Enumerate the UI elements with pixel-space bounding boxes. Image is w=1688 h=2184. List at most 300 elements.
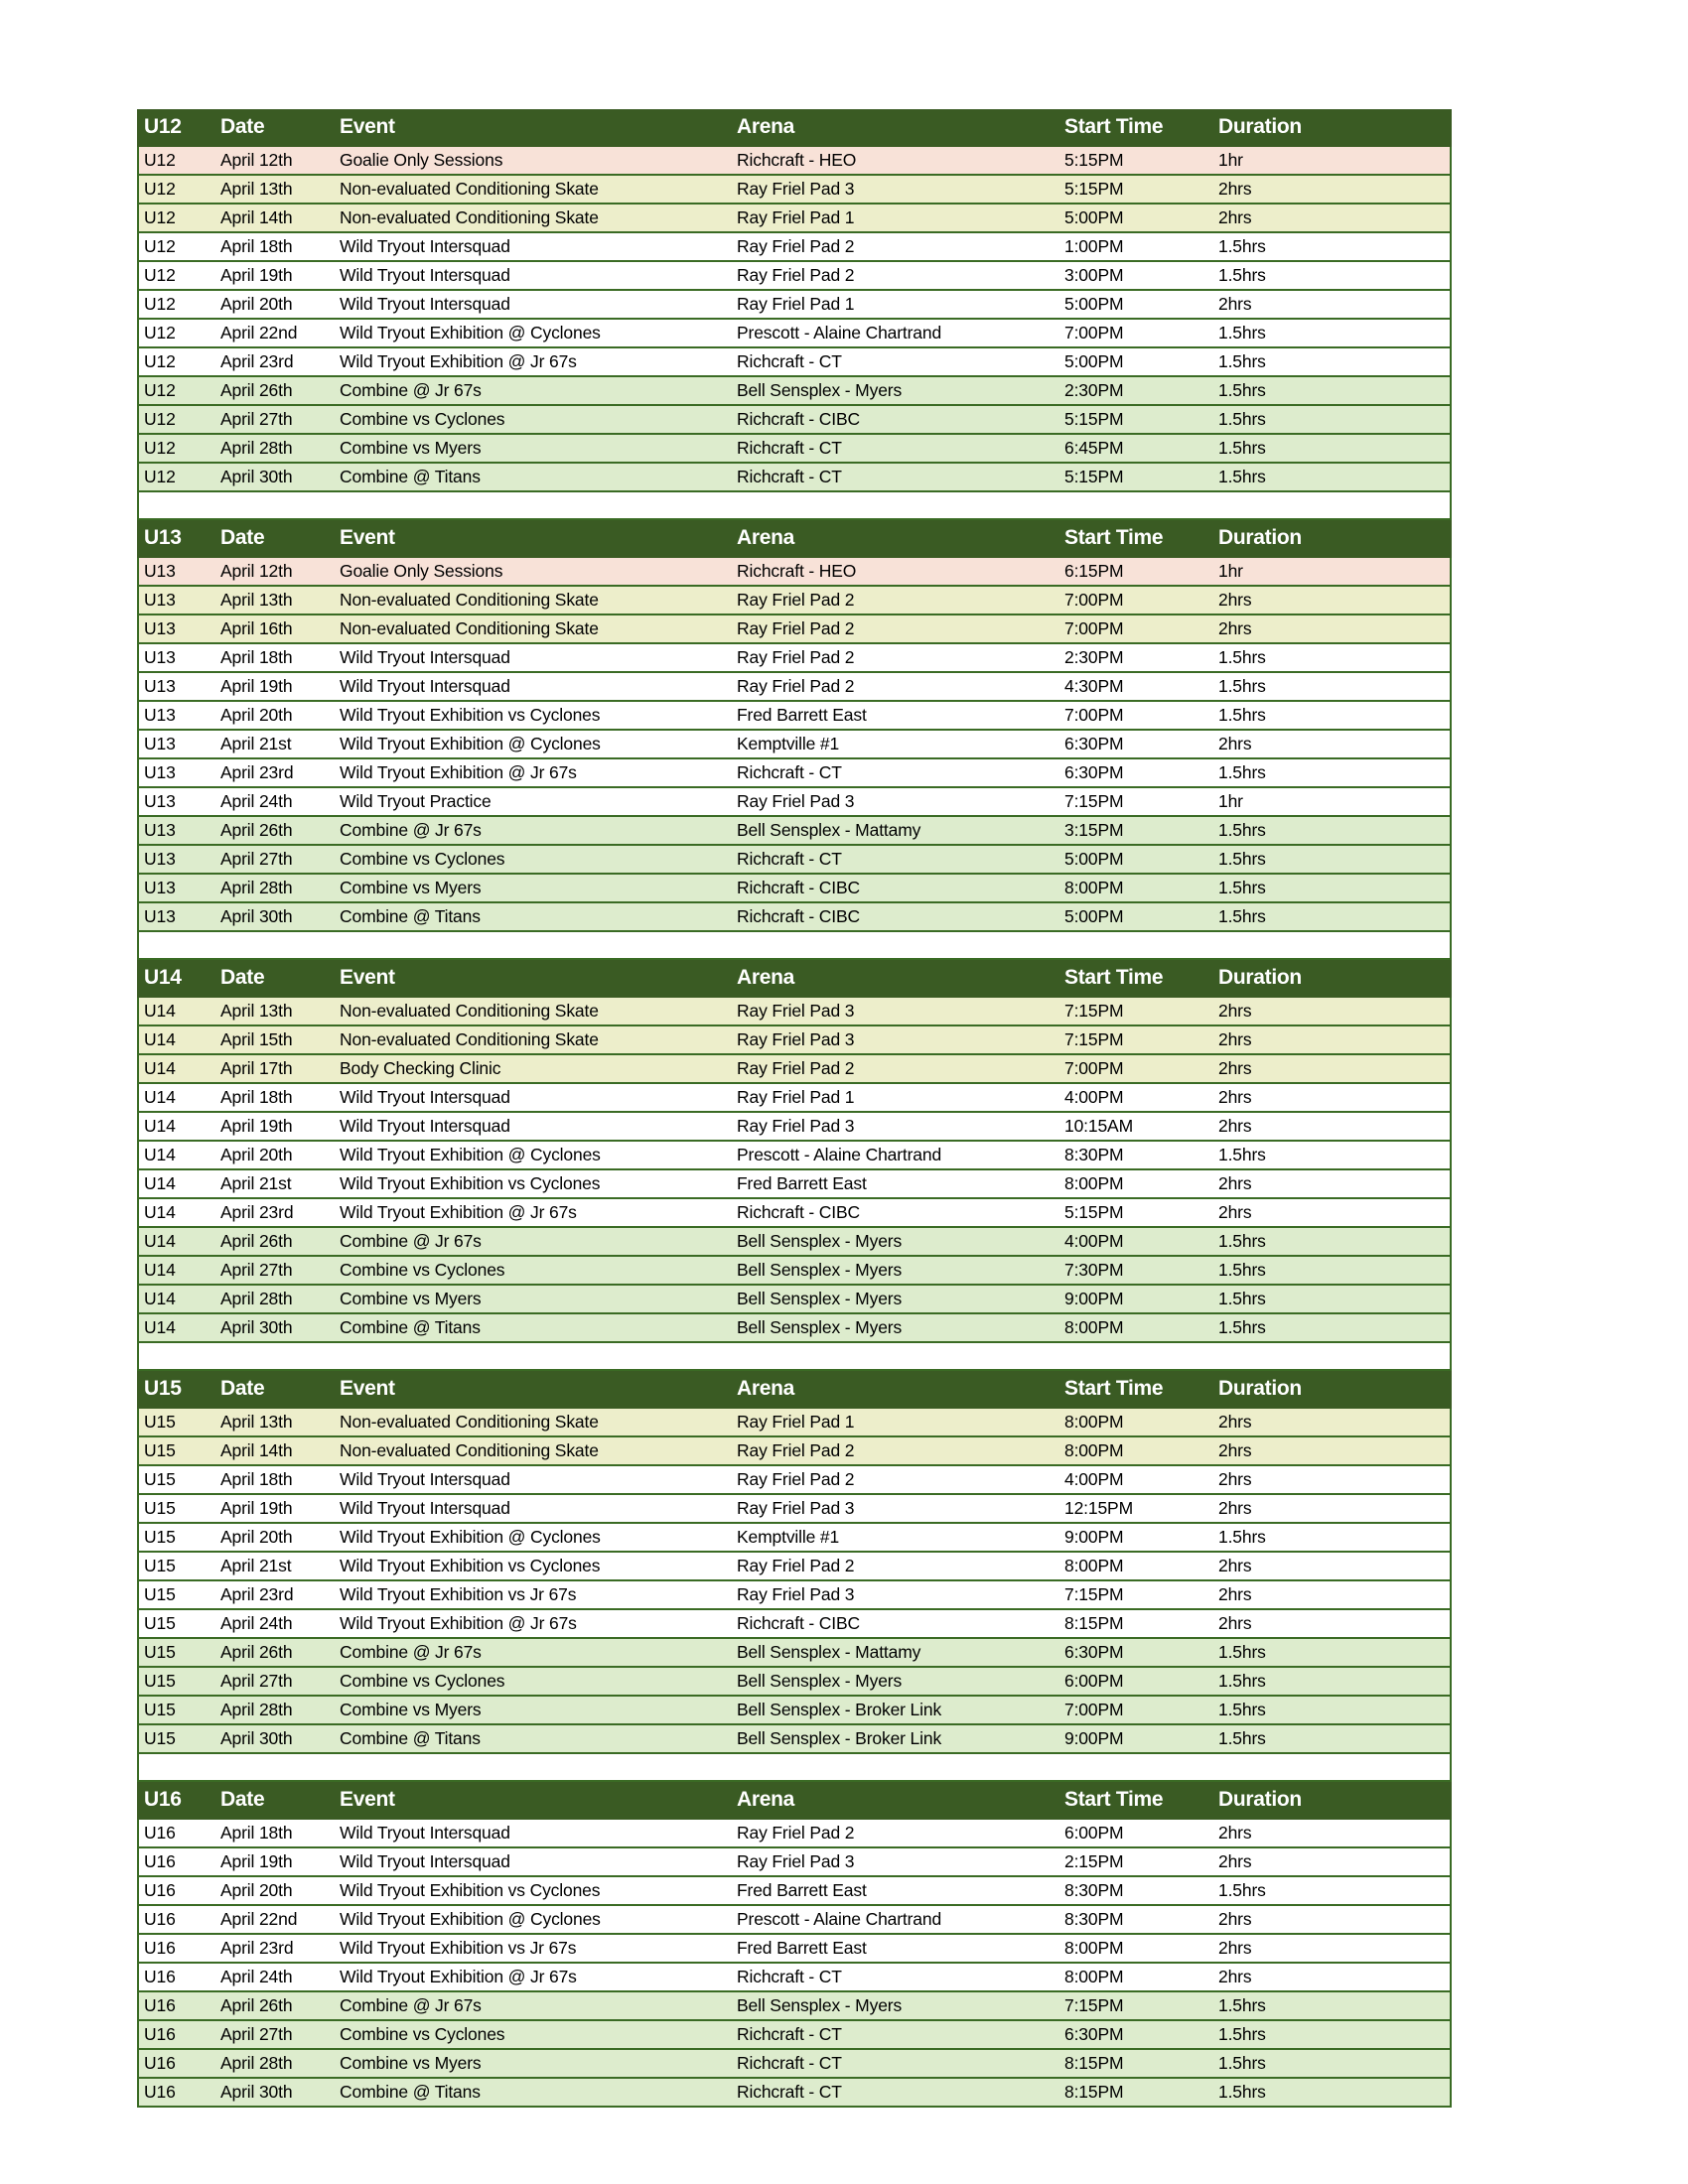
table-row	[138, 1285, 1451, 1313]
cell-date: April 18th	[215, 232, 335, 261]
column-header-date: Date	[215, 521, 335, 557]
cell-date: April 15th	[215, 1025, 335, 1054]
cell-age-group: U13	[138, 902, 215, 931]
cell-start-time: 7:15PM	[1059, 997, 1213, 1025]
section-spacer-row	[138, 931, 1451, 959]
cell-date: April 30th	[215, 1724, 335, 1753]
cell-duration: 1.5hrs	[1213, 376, 1451, 405]
cell-age-group: U14	[138, 1256, 215, 1285]
cell-event: Wild Tryout Exhibition vs Cyclones	[335, 1169, 732, 1198]
cell-age-group: U15	[138, 1552, 215, 1580]
cell-start-time: 6:00PM	[1059, 1819, 1213, 1847]
cell-age-group: U12	[138, 232, 215, 261]
cell-date: April 23rd	[215, 758, 335, 787]
table-row	[138, 643, 1451, 672]
cell-duration: 2hrs	[1213, 1580, 1451, 1609]
table-row	[138, 997, 1451, 1025]
cell-date: April 20th	[215, 1876, 335, 1905]
table-row	[138, 1054, 1451, 1083]
cell-event: Combine vs Myers	[335, 2049, 732, 2078]
cell-duration: 1.5hrs	[1213, 232, 1451, 261]
cell-date: April 20th	[215, 1141, 335, 1169]
cell-event: Non-evaluated Conditioning Skate	[335, 586, 732, 614]
column-header-event: Event	[335, 1783, 732, 1819]
cell-duration: 1.5hrs	[1213, 405, 1451, 434]
cell-age-group: U14	[138, 1227, 215, 1256]
cell-start-time: 5:15PM	[1059, 175, 1213, 204]
cell-date: April 30th	[215, 1313, 335, 1342]
cell-start-time: 6:30PM	[1059, 2020, 1213, 2049]
cell-start-time: 9:00PM	[1059, 1285, 1213, 1313]
cell-date: April 14th	[215, 204, 335, 232]
cell-date: April 22nd	[215, 1905, 335, 1934]
cell-start-time: 8:00PM	[1059, 1408, 1213, 1436]
cell-duration: 2hrs	[1213, 1169, 1451, 1198]
cell-duration: 1.5hrs	[1213, 347, 1451, 376]
cell-arena: Bell Sensplex - Mattamy	[732, 1638, 1059, 1667]
section-spacer-cell	[138, 931, 1451, 959]
cell-event: Wild Tryout Intersquad	[335, 1083, 732, 1112]
cell-age-group: U12	[138, 319, 215, 347]
table-row	[138, 1609, 1451, 1638]
table-row	[138, 2078, 1451, 2107]
cell-start-time: 5:15PM	[1059, 146, 1213, 175]
cell-age-group: U14	[138, 1169, 215, 1198]
cell-arena: Ray Friel Pad 2	[732, 614, 1059, 643]
cell-date: April 26th	[215, 1638, 335, 1667]
cell-duration: 1.5hrs	[1213, 1724, 1451, 1753]
cell-date: April 12th	[215, 557, 335, 586]
cell-start-time: 8:00PM	[1059, 874, 1213, 902]
cell-arena: Richcraft - CIBC	[732, 902, 1059, 931]
cell-date: April 28th	[215, 2049, 335, 2078]
cell-date: April 28th	[215, 874, 335, 902]
cell-start-time: 4:00PM	[1059, 1083, 1213, 1112]
cell-start-time: 6:45PM	[1059, 434, 1213, 463]
table-row	[138, 1227, 1451, 1256]
cell-date: April 30th	[215, 2078, 335, 2107]
schedule-table-u16	[137, 1782, 1452, 2108]
cell-age-group: U15	[138, 1465, 215, 1494]
cell-duration: 2hrs	[1213, 1198, 1451, 1227]
column-header-date: Date	[215, 1783, 335, 1819]
table-row	[138, 1819, 1451, 1847]
cell-arena: Richcraft - CT	[732, 347, 1059, 376]
cell-date: April 18th	[215, 1819, 335, 1847]
cell-arena: Prescott - Alaine Chartrand	[732, 1905, 1059, 1934]
table-row	[138, 1523, 1451, 1552]
table-row	[138, 1198, 1451, 1227]
cell-age-group: U14	[138, 1313, 215, 1342]
cell-start-time: 2:30PM	[1059, 376, 1213, 405]
cell-age-group: U13	[138, 672, 215, 701]
cell-age-group: U12	[138, 146, 215, 175]
cell-duration: 1.5hrs	[1213, 1256, 1451, 1285]
cell-start-time: 7:00PM	[1059, 1696, 1213, 1724]
cell-event: Non-evaluated Conditioning Skate	[335, 1436, 732, 1465]
cell-arena: Ray Friel Pad 3	[732, 175, 1059, 204]
table-row	[138, 463, 1451, 491]
table-row	[138, 319, 1451, 347]
cell-date: April 20th	[215, 290, 335, 319]
cell-start-time: 6:00PM	[1059, 1667, 1213, 1696]
cell-date: April 18th	[215, 1465, 335, 1494]
table-row	[138, 2020, 1451, 2049]
column-header-age-group: U14	[138, 961, 215, 997]
cell-arena: Bell Sensplex - Myers	[732, 1313, 1059, 1342]
column-header-age-group: U13	[138, 521, 215, 557]
cell-start-time: 5:15PM	[1059, 405, 1213, 434]
cell-event: Wild Tryout Exhibition @ Cyclones	[335, 319, 732, 347]
table-header-row	[138, 521, 1451, 557]
cell-duration: 1.5hrs	[1213, 1141, 1451, 1169]
table-row	[138, 787, 1451, 816]
cell-start-time: 7:30PM	[1059, 1256, 1213, 1285]
section-spacer-row	[138, 491, 1451, 519]
cell-age-group: U15	[138, 1436, 215, 1465]
cell-duration: 2hrs	[1213, 175, 1451, 204]
cell-age-group: U12	[138, 175, 215, 204]
cell-arena: Richcraft - CT	[732, 845, 1059, 874]
cell-start-time: 8:00PM	[1059, 1313, 1213, 1342]
cell-arena: Ray Friel Pad 3	[732, 1847, 1059, 1876]
column-header-age-group: U16	[138, 1783, 215, 1819]
cell-arena: Ray Friel Pad 3	[732, 997, 1059, 1025]
cell-date: April 23rd	[215, 1198, 335, 1227]
cell-age-group: U12	[138, 261, 215, 290]
cell-arena: Fred Barrett East	[732, 1876, 1059, 1905]
cell-age-group: U12	[138, 405, 215, 434]
cell-age-group: U16	[138, 1991, 215, 2020]
cell-duration: 1.5hrs	[1213, 1638, 1451, 1667]
column-header-duration: Duration	[1213, 1372, 1451, 1408]
cell-start-time: 3:00PM	[1059, 261, 1213, 290]
cell-age-group: U13	[138, 730, 215, 758]
section-spacer-cell	[138, 1753, 1451, 1781]
table-row	[138, 1696, 1451, 1724]
cell-event: Wild Tryout Exhibition @ Jr 67s	[335, 347, 732, 376]
cell-age-group: U16	[138, 2020, 215, 2049]
cell-age-group: U15	[138, 1580, 215, 1609]
cell-arena: Richcraft - CT	[732, 2078, 1059, 2107]
cell-event: Combine @ Titans	[335, 902, 732, 931]
cell-arena: Prescott - Alaine Chartrand	[732, 1141, 1059, 1169]
cell-duration: 1.5hrs	[1213, 1313, 1451, 1342]
cell-date: April 21st	[215, 1169, 335, 1198]
cell-event: Combine vs Myers	[335, 1696, 732, 1724]
cell-event: Wild Tryout Exhibition @ Jr 67s	[335, 1198, 732, 1227]
cell-age-group: U12	[138, 204, 215, 232]
cell-age-group: U12	[138, 347, 215, 376]
cell-start-time: 5:00PM	[1059, 204, 1213, 232]
cell-event: Wild Tryout Intersquad	[335, 643, 732, 672]
cell-date: April 13th	[215, 586, 335, 614]
cell-event: Combine @ Jr 67s	[335, 1227, 732, 1256]
cell-arena: Bell Sensplex - Myers	[732, 1227, 1059, 1256]
cell-age-group: U13	[138, 701, 215, 730]
column-header-start-time: Start Time	[1059, 521, 1213, 557]
table-row	[138, 1494, 1451, 1523]
table-row	[138, 146, 1451, 175]
cell-arena: Ray Friel Pad 2	[732, 643, 1059, 672]
cell-event: Wild Tryout Exhibition vs Jr 67s	[335, 1934, 732, 1963]
table-row	[138, 1025, 1451, 1054]
table-row	[138, 1963, 1451, 1991]
cell-start-time: 5:00PM	[1059, 845, 1213, 874]
cell-age-group: U15	[138, 1638, 215, 1667]
cell-event: Combine vs Cyclones	[335, 845, 732, 874]
cell-duration: 2hrs	[1213, 1609, 1451, 1638]
cell-date: April 24th	[215, 1609, 335, 1638]
cell-arena: Richcraft - CT	[732, 2049, 1059, 2078]
cell-duration: 2hrs	[1213, 1436, 1451, 1465]
cell-date: April 18th	[215, 643, 335, 672]
table-row	[138, 405, 1451, 434]
cell-age-group: U13	[138, 874, 215, 902]
cell-duration: 2hrs	[1213, 1819, 1451, 1847]
section-spacer-cell	[138, 491, 1451, 519]
table-header-row	[138, 961, 1451, 997]
cell-event: Wild Tryout Intersquad	[335, 232, 732, 261]
cell-date: April 27th	[215, 845, 335, 874]
cell-event: Goalie Only Sessions	[335, 146, 732, 175]
cell-event: Non-evaluated Conditioning Skate	[335, 1025, 732, 1054]
cell-start-time: 7:15PM	[1059, 1991, 1213, 2020]
cell-date: April 22nd	[215, 319, 335, 347]
table-row	[138, 758, 1451, 787]
cell-date: April 19th	[215, 1847, 335, 1876]
cell-date: April 26th	[215, 816, 335, 845]
cell-date: April 27th	[215, 1667, 335, 1696]
cell-date: April 24th	[215, 787, 335, 816]
cell-arena: Bell Sensplex - Myers	[732, 1667, 1059, 1696]
cell-age-group: U12	[138, 463, 215, 491]
cell-arena: Richcraft - CT	[732, 758, 1059, 787]
cell-arena: Ray Friel Pad 1	[732, 290, 1059, 319]
cell-start-time: 8:15PM	[1059, 2049, 1213, 2078]
cell-duration: 2hrs	[1213, 1934, 1451, 1963]
cell-duration: 2hrs	[1213, 1083, 1451, 1112]
cell-duration: 1.5hrs	[1213, 845, 1451, 874]
cell-arena: Ray Friel Pad 1	[732, 1408, 1059, 1436]
cell-arena: Bell Sensplex - Myers	[732, 1991, 1059, 2020]
cell-event: Wild Tryout Intersquad	[335, 261, 732, 290]
cell-event: Wild Tryout Exhibition @ Jr 67s	[335, 758, 732, 787]
cell-duration: 1.5hrs	[1213, 902, 1451, 931]
cell-duration: 2hrs	[1213, 1552, 1451, 1580]
table-row	[138, 1724, 1451, 1753]
cell-arena: Ray Friel Pad 2	[732, 1819, 1059, 1847]
cell-date: April 30th	[215, 463, 335, 491]
cell-start-time: 12:15PM	[1059, 1494, 1213, 1523]
cell-age-group: U16	[138, 1934, 215, 1963]
cell-duration: 2hrs	[1213, 290, 1451, 319]
cell-duration: 1.5hrs	[1213, 643, 1451, 672]
column-header-start-time: Start Time	[1059, 961, 1213, 997]
table-row	[138, 347, 1451, 376]
cell-start-time: 5:00PM	[1059, 347, 1213, 376]
cell-event: Combine @ Jr 67s	[335, 1991, 732, 2020]
table-row	[138, 175, 1451, 204]
cell-duration: 2hrs	[1213, 1494, 1451, 1523]
column-header-arena: Arena	[732, 961, 1059, 997]
cell-event: Wild Tryout Exhibition vs Cyclones	[335, 701, 732, 730]
cell-event: Combine @ Jr 67s	[335, 376, 732, 405]
cell-start-time: 8:30PM	[1059, 1905, 1213, 1934]
cell-age-group: U14	[138, 1141, 215, 1169]
cell-start-time: 7:00PM	[1059, 319, 1213, 347]
cell-arena: Richcraft - CIBC	[732, 874, 1059, 902]
table-row	[138, 902, 1451, 931]
table-row	[138, 1847, 1451, 1876]
cell-event: Combine @ Titans	[335, 2078, 732, 2107]
cell-start-time: 1:00PM	[1059, 232, 1213, 261]
cell-event: Combine vs Cyclones	[335, 1667, 732, 1696]
cell-event: Non-evaluated Conditioning Skate	[335, 997, 732, 1025]
cell-arena: Ray Friel Pad 2	[732, 1436, 1059, 1465]
cell-age-group: U16	[138, 2078, 215, 2107]
cell-date: April 19th	[215, 672, 335, 701]
cell-start-time: 6:30PM	[1059, 1638, 1213, 1667]
cell-duration: 1.5hrs	[1213, 463, 1451, 491]
table-row	[138, 434, 1451, 463]
cell-age-group: U14	[138, 1025, 215, 1054]
cell-duration: 2hrs	[1213, 1054, 1451, 1083]
column-header-event: Event	[335, 110, 732, 146]
schedule-page	[137, 109, 1450, 2108]
column-header-event: Event	[335, 961, 732, 997]
cell-age-group: U13	[138, 557, 215, 586]
cell-event: Combine @ Jr 67s	[335, 1638, 732, 1667]
cell-start-time: 8:00PM	[1059, 1552, 1213, 1580]
cell-event: Combine vs Myers	[335, 434, 732, 463]
cell-arena: Ray Friel Pad 3	[732, 1580, 1059, 1609]
cell-event: Wild Tryout Intersquad	[335, 1847, 732, 1876]
cell-event: Combine @ Titans	[335, 463, 732, 491]
cell-date: April 19th	[215, 1494, 335, 1523]
cell-age-group: U12	[138, 290, 215, 319]
cell-age-group: U12	[138, 376, 215, 405]
cell-start-time: 8:15PM	[1059, 2078, 1213, 2107]
cell-age-group: U13	[138, 758, 215, 787]
column-header-age-group: U12	[138, 110, 215, 146]
cell-arena: Ray Friel Pad 1	[732, 204, 1059, 232]
cell-age-group: U16	[138, 1819, 215, 1847]
cell-date: April 27th	[215, 2020, 335, 2049]
table-header-row	[138, 1372, 1451, 1408]
column-header-start-time: Start Time	[1059, 1372, 1213, 1408]
table-row	[138, 1141, 1451, 1169]
cell-duration: 1hr	[1213, 557, 1451, 586]
schedule-table-u15	[137, 1371, 1452, 1782]
section-spacer-row	[138, 1342, 1451, 1370]
cell-arena: Richcraft - CIBC	[732, 1609, 1059, 1638]
cell-age-group: U15	[138, 1523, 215, 1552]
cell-date: April 28th	[215, 1696, 335, 1724]
cell-arena: Richcraft - HEO	[732, 146, 1059, 175]
cell-age-group: U15	[138, 1494, 215, 1523]
table-row	[138, 1667, 1451, 1696]
cell-date: April 20th	[215, 1523, 335, 1552]
cell-event: Wild Tryout Exhibition vs Cyclones	[335, 1876, 732, 1905]
cell-arena: Ray Friel Pad 3	[732, 1494, 1059, 1523]
cell-duration: 1hr	[1213, 787, 1451, 816]
cell-date: April 26th	[215, 1227, 335, 1256]
cell-duration: 2hrs	[1213, 1025, 1451, 1054]
cell-duration: 1.5hrs	[1213, 1876, 1451, 1905]
column-header-duration: Duration	[1213, 961, 1451, 997]
table-row	[138, 1313, 1451, 1342]
cell-age-group: U13	[138, 586, 215, 614]
cell-event: Combine vs Myers	[335, 1285, 732, 1313]
cell-age-group: U15	[138, 1696, 215, 1724]
table-row	[138, 1408, 1451, 1436]
cell-duration: 1.5hrs	[1213, 2078, 1451, 2107]
table-row	[138, 874, 1451, 902]
cell-age-group: U14	[138, 1112, 215, 1141]
cell-duration: 1.5hrs	[1213, 672, 1451, 701]
column-header-event: Event	[335, 1372, 732, 1408]
table-row	[138, 845, 1451, 874]
column-header-date: Date	[215, 110, 335, 146]
cell-event: Combine @ Jr 67s	[335, 816, 732, 845]
cell-start-time: 7:15PM	[1059, 1580, 1213, 1609]
cell-duration: 1hr	[1213, 146, 1451, 175]
cell-start-time: 5:00PM	[1059, 290, 1213, 319]
cell-date: April 16th	[215, 614, 335, 643]
cell-date: April 12th	[215, 146, 335, 175]
cell-start-time: 9:00PM	[1059, 1523, 1213, 1552]
cell-arena: Bell Sensplex - Myers	[732, 1256, 1059, 1285]
cell-start-time: 5:00PM	[1059, 902, 1213, 931]
cell-age-group: U15	[138, 1609, 215, 1638]
section-spacer-cell	[138, 1342, 1451, 1370]
schedule-table-u14	[137, 960, 1452, 1371]
cell-age-group: U15	[138, 1724, 215, 1753]
cell-arena: Bell Sensplex - Broker Link	[732, 1724, 1059, 1753]
cell-age-group: U16	[138, 1905, 215, 1934]
table-row	[138, 1083, 1451, 1112]
cell-arena: Ray Friel Pad 2	[732, 232, 1059, 261]
cell-duration: 1.5hrs	[1213, 2049, 1451, 2078]
cell-arena: Ray Friel Pad 2	[732, 672, 1059, 701]
cell-date: April 28th	[215, 1285, 335, 1313]
cell-age-group: U16	[138, 2049, 215, 2078]
cell-event: Non-evaluated Conditioning Skate	[335, 175, 732, 204]
column-header-date: Date	[215, 1372, 335, 1408]
cell-start-time: 6:30PM	[1059, 758, 1213, 787]
cell-arena: Richcraft - CT	[732, 1963, 1059, 1991]
cell-arena: Bell Sensplex - Mattamy	[732, 816, 1059, 845]
cell-event: Non-evaluated Conditioning Skate	[335, 1408, 732, 1436]
cell-event: Combine @ Titans	[335, 1724, 732, 1753]
cell-event: Wild Tryout Exhibition @ Jr 67s	[335, 1963, 732, 1991]
cell-duration: 1.5hrs	[1213, 2020, 1451, 2049]
cell-age-group: U13	[138, 816, 215, 845]
cell-event: Wild Tryout Exhibition vs Cyclones	[335, 1552, 732, 1580]
cell-date: April 24th	[215, 1963, 335, 1991]
table-row	[138, 204, 1451, 232]
cell-age-group: U12	[138, 434, 215, 463]
cell-date: April 30th	[215, 902, 335, 931]
cell-arena: Fred Barrett East	[732, 701, 1059, 730]
cell-start-time: 8:00PM	[1059, 1934, 1213, 1963]
table-row	[138, 376, 1451, 405]
table-row	[138, 730, 1451, 758]
cell-duration: 2hrs	[1213, 204, 1451, 232]
cell-event: Combine vs Cyclones	[335, 2020, 732, 2049]
cell-start-time: 8:00PM	[1059, 1963, 1213, 1991]
